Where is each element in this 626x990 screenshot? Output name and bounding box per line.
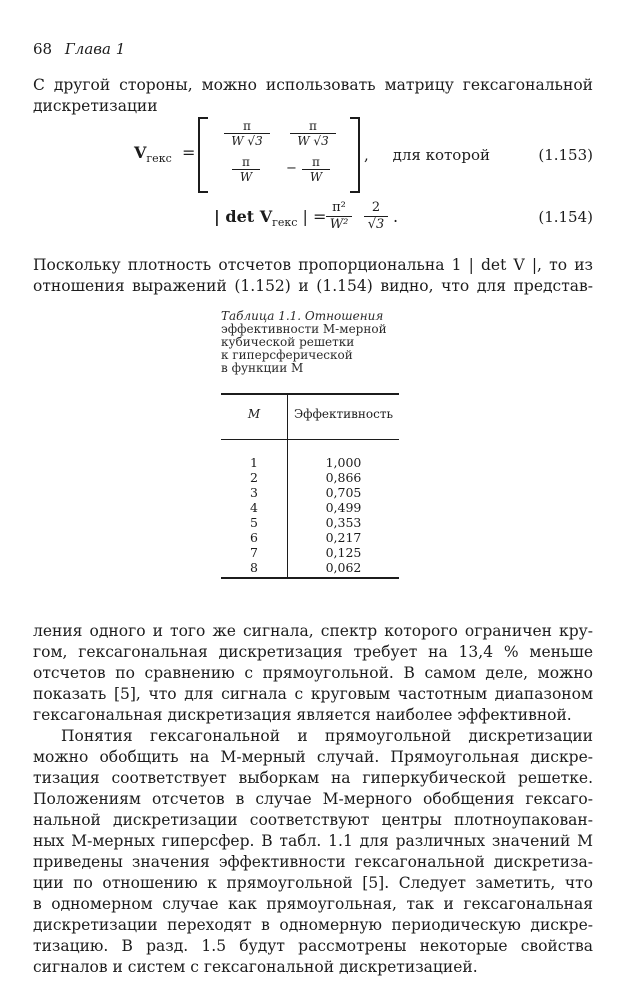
table-cell: 3 <box>250 485 258 500</box>
text-line: нальной дискретизации соответствуют центры плотноупакован- <box>33 811 593 829</box>
text-line: С другой стороны, можно использовать матрицу гексагональной <box>33 76 593 94</box>
eq154-number: (1.154) <box>538 208 593 226</box>
text-line: можно обобщить на M-мерный случай. Прямоугольная дискре- <box>33 748 593 766</box>
column-m-values <box>221 455 287 575</box>
table-cell: 0,125 <box>325 545 362 560</box>
text-line: в одномерном случае как прямоугольная, так и гексагональная <box>33 895 593 913</box>
text-line: Понятия гексагональной и прямоугольной дискретизации <box>61 727 593 745</box>
matrix-minus-sign: − <box>286 161 297 176</box>
eq153-lhs: $V_{гекс}$ <box>134 143 172 166</box>
table-cell: 2 <box>250 470 258 485</box>
table-cell: 0,353 <box>325 515 362 530</box>
table-rule-header <box>221 439 399 440</box>
text-line: Положениям отсчетов в случае M-мерного обобщения гексаго- <box>33 790 593 808</box>
text-line: ции по отношению к прямоугольной [5]. Следует заметить, что <box>33 874 593 892</box>
text-line: тизацию. В разд. 1.5 будут рассмотрены некоторые свойства <box>33 937 593 955</box>
caption-line: эффективности M-мерной <box>221 322 387 336</box>
eq154-period: . <box>393 207 399 226</box>
column-efficiency-values <box>288 455 399 575</box>
table-cell: 4 <box>250 500 258 515</box>
table-cell: 0,705 <box>325 485 362 500</box>
text-line: отсчетов по сравнению с прямоугольной. В самом деле, можно <box>33 664 593 682</box>
caption-line: Таблица 1.1. Отношения <box>221 309 384 323</box>
text-line: гом, гексагональная дискретизация требует на 13,4 % меньше <box>33 643 593 661</box>
chapter-title: Глава 1 <box>64 40 126 58</box>
eq153-number: (1.153) <box>538 146 593 164</box>
caption-line: к гиперсферической <box>221 348 353 362</box>
text-line: приведены значения эффективности гексагональной дискретиза- <box>33 853 593 871</box>
text-line: гексагональная дискретизация является наиболее эффективной. <box>33 706 572 724</box>
text-line: дискретизации переходят в одномерную периодическую дискре- <box>33 916 593 934</box>
eq154-lhs-sub: гекс <box>272 216 298 230</box>
paragraph-final <box>33 726 593 978</box>
caption-line: кубической решетки <box>221 335 355 349</box>
table-cell: 1 <box>250 455 258 470</box>
table-cell: 0,062 <box>325 560 362 575</box>
caption-line: в функции M <box>221 361 304 375</box>
eq153-lhs-sub: гекс <box>146 152 172 166</box>
text-line: тизация соответствует выборкам на гиперкубической решетке. <box>33 769 593 787</box>
column-header-efficiency: Эффективность <box>293 407 394 421</box>
text-line: Поскольку плотность отсчетов пропорциональна 1 | det V |, то из <box>33 256 593 274</box>
table-cell: 0,866 <box>325 470 362 485</box>
text-line: ных M-мерных гиперсфер. В табл. 1.1 для различных значений M <box>33 832 593 850</box>
running-head <box>33 40 125 58</box>
left-bracket <box>198 117 208 193</box>
table-cell: 6 <box>250 530 258 545</box>
eq154-fraction-2: $\frac{2}{√3}$ <box>364 200 388 233</box>
matrix-element-11: $\frac{\pi}{W √3}$ <box>224 119 270 148</box>
right-bracket <box>350 117 360 193</box>
matrix-element-21: $\frac{\pi}{W}$ <box>232 155 260 184</box>
page-number: 68 <box>33 40 53 58</box>
text-line: ления одного и того же сигнала, спектр которого ограничен кру- <box>33 622 593 640</box>
eq153-tail: , для которой <box>364 146 490 164</box>
intro-paragraph <box>33 75 593 117</box>
table-cell: 5 <box>250 515 258 530</box>
text-line: отношения выражений (1.152) и (1.154) видно, что для представ- <box>33 277 593 295</box>
eq154-lhs: | $\det V_{гекс}$ | = <box>214 207 327 230</box>
text-line: сигналов и систем с гексагональной дискретизацией. <box>33 958 478 976</box>
paragraph-before-table <box>33 255 593 297</box>
matrix-element-22: $\frac{\pi}{W}$ <box>302 155 330 184</box>
text-line: дискретизации <box>33 97 158 115</box>
table-caption <box>221 310 387 375</box>
matrix-element-12: $\frac{\pi}{W √3}$ <box>290 119 336 148</box>
table-rule-bottom <box>221 577 399 579</box>
table-cell: 7 <box>250 545 258 560</box>
eq153-equals: = <box>182 143 196 162</box>
table-cell: 1,000 <box>325 455 362 470</box>
hex-matrix <box>198 117 360 189</box>
column-header-m: M <box>247 407 261 421</box>
table-rule-top <box>221 393 399 395</box>
table-cell: 8 <box>250 560 258 575</box>
eq154-fraction-1: $\frac{\text{π²}}{\text{W²}}$ <box>326 200 352 233</box>
eq154-equals: | = <box>302 207 327 226</box>
table-cell: 0,499 <box>325 500 362 515</box>
table-cell: 0,217 <box>325 530 362 545</box>
text-line: показать [5], что для сигнала с круговым частотным диапазоном <box>33 685 593 703</box>
paragraph-after-table <box>33 621 593 726</box>
